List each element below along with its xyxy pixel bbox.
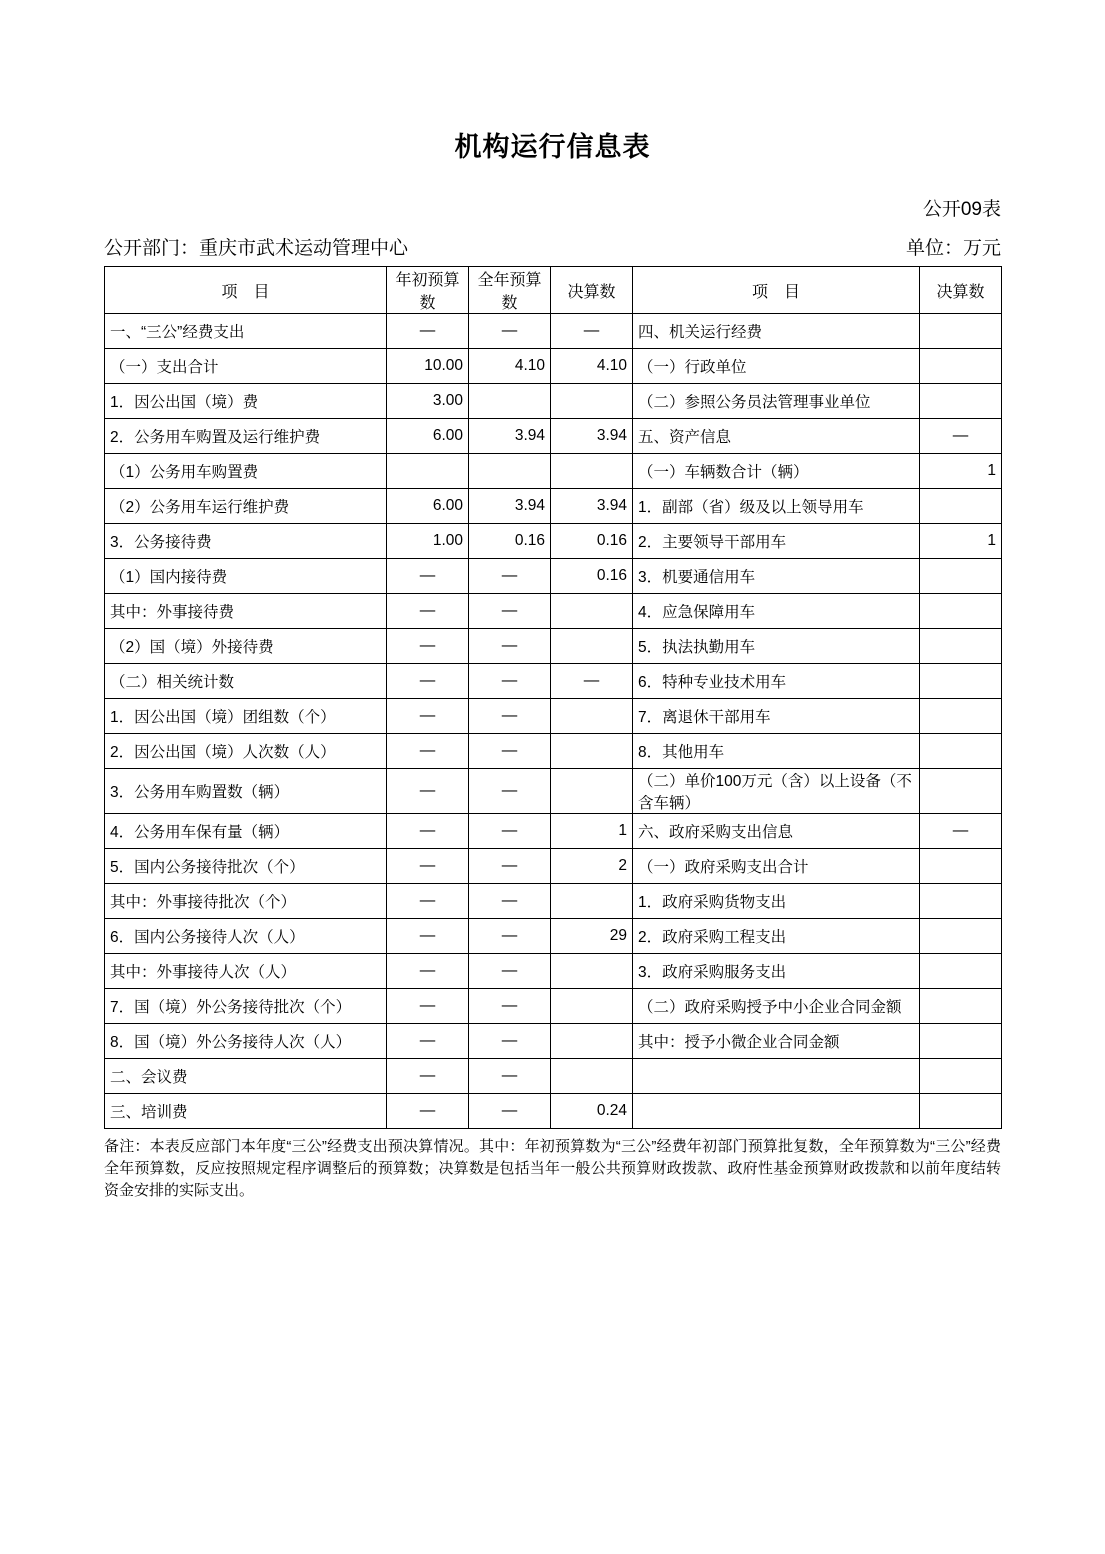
cell-item-right: 5．执法执勤用车	[633, 629, 920, 664]
cell-final-right	[920, 629, 1002, 664]
sheet-number: 公开09表	[922, 199, 1001, 220]
header-item-right: 项 目	[633, 267, 920, 314]
table-row	[105, 769, 1002, 814]
cell-budget-full: —	[469, 734, 551, 769]
cell-item-left: 1．因公出国（境）团组数（个）	[105, 699, 387, 734]
cell-final-right	[920, 699, 1002, 734]
cell-final-right	[920, 1059, 1002, 1094]
cell-budget-full: —	[469, 629, 551, 664]
cell-final: 29	[551, 919, 633, 954]
cell-item-left: 8．国（境）外公务接待人次（人）	[105, 1024, 387, 1059]
cell-final	[551, 384, 633, 419]
operating-info-table	[104, 266, 1002, 1129]
cell-item-left: 3．公务接待费	[105, 524, 387, 559]
table-row	[105, 419, 1002, 454]
document-page	[0, 125, 1105, 1554]
cell-item-right: 其中：授予小微企业合同金额	[633, 1024, 920, 1059]
footnote: 备注：本表反应部门本年度“三公”经费支出预决算情况。其中：年初预算数为“三公”经费年初部门预算批复数，全年预算数为“三公”经费全年预算数，反应按照规定程序调整后的预算数；决算数是包括当年一般公共预算财政拨款、政府性基金预算财政拨款和以前年度结转资金安排的实际支出。	[104, 1138, 1001, 1199]
cell-budget-full	[469, 454, 551, 489]
cell-final-right	[920, 989, 1002, 1024]
cell-budget-full: —	[469, 664, 551, 699]
cell-budget-initial: —	[387, 1059, 469, 1094]
cell-budget-full: 4.10	[469, 349, 551, 384]
cell-item-right	[633, 1094, 920, 1129]
table-row	[105, 349, 1002, 384]
cell-budget-initial: 10.00	[387, 349, 469, 384]
cell-final-right	[920, 769, 1002, 814]
meta-row	[104, 233, 1001, 260]
table-row	[105, 559, 1002, 594]
cell-budget-full: —	[469, 314, 551, 349]
cell-item-right: （一）政府采购支出合计	[633, 849, 920, 884]
cell-final: 0.24	[551, 1094, 633, 1129]
cell-budget-full: —	[469, 699, 551, 734]
cell-budget-initial: —	[387, 884, 469, 919]
cell-final	[551, 989, 633, 1024]
cell-budget-initial: —	[387, 559, 469, 594]
header-budget-initial: 年初预算数	[387, 267, 469, 314]
cell-item-right: （一）行政单位	[633, 349, 920, 384]
cell-budget-full: —	[469, 1024, 551, 1059]
page-title: 机构运行信息表	[454, 132, 651, 162]
cell-budget-initial: —	[387, 954, 469, 989]
table-row	[105, 814, 1002, 849]
header-budget-full: 全年预算数	[469, 267, 551, 314]
cell-final: 2	[551, 849, 633, 884]
department-label: 公开部门：	[104, 238, 200, 259]
cell-final-right	[920, 734, 1002, 769]
cell-item-right: 4．应急保障用车	[633, 594, 920, 629]
cell-budget-full: —	[469, 559, 551, 594]
cell-item-left: 二、会议费	[105, 1059, 387, 1094]
cell-final-right	[920, 384, 1002, 419]
cell-item-right: 7．离退休干部用车	[633, 699, 920, 734]
department-line	[104, 233, 408, 260]
table-row	[105, 849, 1002, 884]
cell-item-right: （二）单价100万元（含）以上设备（不含车辆）	[633, 769, 920, 814]
cell-budget-full: —	[469, 849, 551, 884]
cell-item-right: 四、机关运行经费	[633, 314, 920, 349]
cell-item-left: 6．国内公务接待人次（人）	[105, 919, 387, 954]
cell-budget-full: —	[469, 989, 551, 1024]
table-row	[105, 1059, 1002, 1094]
cell-budget-full: —	[469, 769, 551, 814]
cell-final-right: —	[920, 814, 1002, 849]
cell-budget-full: —	[469, 884, 551, 919]
cell-final: —	[551, 664, 633, 699]
cell-item-right: （二）参照公务员法管理事业单位	[633, 384, 920, 419]
cell-budget-full: 3.94	[469, 419, 551, 454]
cell-item-left: 2．因公出国（境）人次数（人）	[105, 734, 387, 769]
cell-budget-initial: —	[387, 769, 469, 814]
cell-final-right: —	[920, 419, 1002, 454]
cell-final-right	[920, 664, 1002, 699]
cell-item-left: 一、“三公”经费支出	[105, 314, 387, 349]
cell-final-right: 1	[920, 454, 1002, 489]
cell-item-right: 3．机要通信用车	[633, 559, 920, 594]
cell-item-left: （2）公务用车运行维护费	[105, 489, 387, 524]
cell-final	[551, 629, 633, 664]
cell-item-right: 6．特种专业技术用车	[633, 664, 920, 699]
cell-item-left: 其中：外事接待费	[105, 594, 387, 629]
cell-final: —	[551, 314, 633, 349]
table-row	[105, 384, 1002, 419]
cell-final	[551, 769, 633, 814]
table-row	[105, 884, 1002, 919]
table-row	[105, 1024, 1002, 1059]
cell-final-right	[920, 349, 1002, 384]
cell-item-right: 3．政府采购服务支出	[633, 954, 920, 989]
cell-budget-initial: —	[387, 849, 469, 884]
cell-item-right: 1．副部（省）级及以上领导用车	[633, 489, 920, 524]
cell-final-right	[920, 594, 1002, 629]
cell-item-left: 三、培训费	[105, 1094, 387, 1129]
table-row	[105, 629, 1002, 664]
cell-budget-full: —	[469, 1094, 551, 1129]
table-header-row	[105, 267, 1002, 314]
table-row	[105, 314, 1002, 349]
cell-budget-initial: —	[387, 1094, 469, 1129]
cell-item-left: 5．国内公务接待批次（个）	[105, 849, 387, 884]
cell-budget-full: —	[469, 954, 551, 989]
cell-item-left: （1）公务用车购置费	[105, 454, 387, 489]
cell-budget-initial: —	[387, 629, 469, 664]
cell-budget-initial: —	[387, 664, 469, 699]
cell-budget-initial: —	[387, 814, 469, 849]
cell-final-right	[920, 919, 1002, 954]
cell-final	[551, 1024, 633, 1059]
cell-budget-initial	[387, 454, 469, 489]
table-row	[105, 594, 1002, 629]
cell-final-right	[920, 314, 1002, 349]
cell-final	[551, 1059, 633, 1094]
cell-budget-initial: 1.00	[387, 524, 469, 559]
cell-item-left: 其中：外事接待人次（人）	[105, 954, 387, 989]
table-row	[105, 489, 1002, 524]
cell-item-left: （2）国（境）外接待费	[105, 629, 387, 664]
cell-budget-initial: —	[387, 594, 469, 629]
cell-item-right: （一）车辆数合计（辆）	[633, 454, 920, 489]
cell-item-left: （1）国内接待费	[105, 559, 387, 594]
cell-budget-initial: 6.00	[387, 419, 469, 454]
table-row	[105, 699, 1002, 734]
cell-item-right	[633, 1059, 920, 1094]
table-row	[105, 1094, 1002, 1129]
cell-item-right: 1．政府采购货物支出	[633, 884, 920, 919]
cell-final-right	[920, 559, 1002, 594]
cell-final	[551, 594, 633, 629]
cell-item-right: 五、资产信息	[633, 419, 920, 454]
header-final-right: 决算数	[920, 267, 1002, 314]
cell-final-right	[920, 1094, 1002, 1129]
cell-budget-initial: 6.00	[387, 489, 469, 524]
cell-item-right: （二）政府采购授予中小企业合同金额	[633, 989, 920, 1024]
cell-final: 0.16	[551, 524, 633, 559]
header-item-left: 项 目	[105, 267, 387, 314]
cell-budget-initial: —	[387, 989, 469, 1024]
cell-item-left: 2．公务用车购置及运行维护费	[105, 419, 387, 454]
cell-final: 3.94	[551, 489, 633, 524]
cell-item-left: （二）相关统计数	[105, 664, 387, 699]
table-row	[105, 524, 1002, 559]
cell-budget-initial: 3.00	[387, 384, 469, 419]
table-row	[105, 734, 1002, 769]
cell-final-right	[920, 884, 1002, 919]
table-body	[105, 314, 1002, 1129]
cell-budget-initial: —	[387, 314, 469, 349]
table-row	[105, 954, 1002, 989]
cell-budget-initial: —	[387, 919, 469, 954]
cell-budget-initial: —	[387, 1024, 469, 1059]
cell-final	[551, 954, 633, 989]
cell-final-right	[920, 849, 1002, 884]
cell-item-right: 2．主要领导干部用车	[633, 524, 920, 559]
cell-final	[551, 454, 633, 489]
cell-budget-full: 0.16	[469, 524, 551, 559]
cell-final: 0.16	[551, 559, 633, 594]
cell-final	[551, 699, 633, 734]
cell-budget-full: 3.94	[469, 489, 551, 524]
cell-item-right: 8．其他用车	[633, 734, 920, 769]
cell-budget-full: —	[469, 1059, 551, 1094]
cell-final: 3.94	[551, 419, 633, 454]
cell-item-left: 3．公务用车购置数（辆）	[105, 769, 387, 814]
unit-label: 单位：万元	[905, 238, 1001, 259]
cell-budget-full: —	[469, 594, 551, 629]
cell-item-left: 4．公务用车保有量（辆）	[105, 814, 387, 849]
department-name: 重庆市武术运动管理中心	[199, 238, 409, 259]
cell-item-left: 其中：外事接待批次（个）	[105, 884, 387, 919]
cell-budget-full: —	[469, 919, 551, 954]
cell-item-left: （一）支出合计	[105, 349, 387, 384]
cell-item-right: 2．政府采购工程支出	[633, 919, 920, 954]
table-row	[105, 664, 1002, 699]
cell-item-right: 六、政府采购支出信息	[633, 814, 920, 849]
cell-budget-full: —	[469, 814, 551, 849]
header-final: 决算数	[551, 267, 633, 314]
cell-final: 1	[551, 814, 633, 849]
cell-item-left: 1．因公出国（境）费	[105, 384, 387, 419]
cell-budget-initial: —	[387, 734, 469, 769]
cell-final: 4.10	[551, 349, 633, 384]
cell-budget-initial: —	[387, 699, 469, 734]
cell-final	[551, 884, 633, 919]
cell-final-right	[920, 1024, 1002, 1059]
table-row	[105, 454, 1002, 489]
cell-item-left: 7．国（境）外公务接待批次（个）	[105, 989, 387, 1024]
cell-final-right	[920, 954, 1002, 989]
cell-budget-full	[469, 384, 551, 419]
table-row	[105, 989, 1002, 1024]
cell-final	[551, 734, 633, 769]
cell-final-right	[920, 489, 1002, 524]
cell-final-right: 1	[920, 524, 1002, 559]
table-row	[105, 919, 1002, 954]
